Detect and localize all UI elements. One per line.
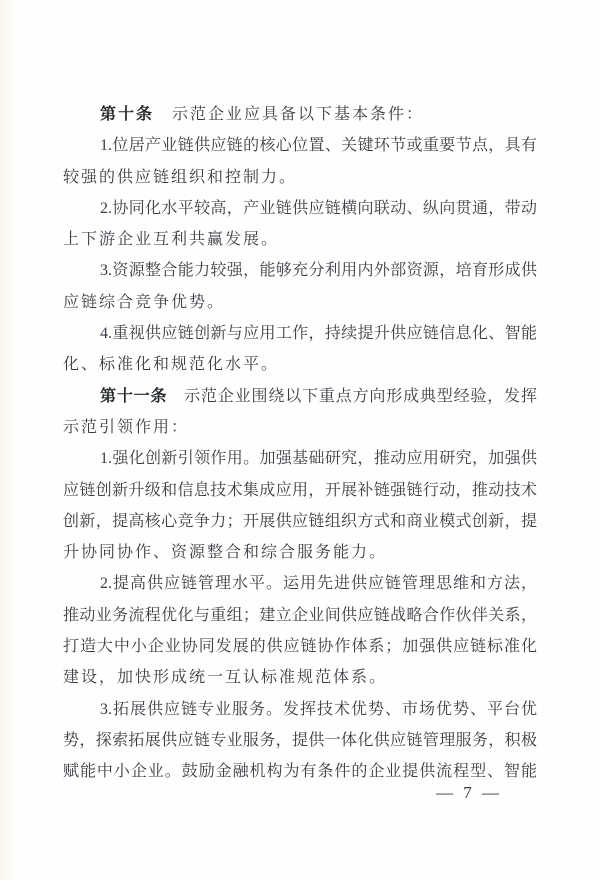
document-body [63,99,537,788]
line-text: 2.提高供应链管理水平。运用先进供应链管理思维和方法， [100,575,537,593]
line-text: 示范企业围绕以下重点方向形成典型经验，发挥 [167,387,537,405]
line-text: 化、标准化和规范化水平。 [63,356,280,374]
line-text: 建设，加快形成统一互认标准规范体系。 [63,669,388,687]
article-heading: 第十条 [100,106,155,123]
document-line [63,662,537,693]
document-line [63,162,537,193]
line-text: 升协同协作、资源整合和综合服务能力。 [63,544,388,562]
document-line [63,412,537,443]
page-number: — 7 — [436,783,502,802]
document-line [63,318,537,349]
line-text: 打造大中小企业协同发展的供应链协作体系；加强供应链标准化 [63,638,537,656]
document-line [63,694,537,725]
line-text: 1.强化创新引领作用。加强基础研究，推动应用研究，加强供 [100,450,537,468]
document-line [63,443,537,474]
document-line [63,475,537,506]
document-line [63,349,537,380]
line-text: 2.协同化水平较高，产业链供应链横向联动、纵向贯通，带动 [100,199,537,217]
scan-edge-tint [0,0,14,880]
document-line [63,537,537,568]
article-heading: 第十一条 [100,387,168,405]
line-text: 示范企业应具备以下基本条件： [154,106,425,123]
line-text: 4.重视供应链创新与应用工作，持续提升供应链信息化、智能 [100,325,537,343]
document-line [63,130,537,161]
line-text: 1.位居产业链供应链的核心位置、关键环节或重要节点，具有 [100,137,537,155]
document-line [63,725,537,756]
line-text: 上下游企业互利共赢发展。 [63,231,280,249]
document-line [63,568,537,599]
line-text: 赋能中小企业。鼓励金融机构为有条件的企业提供流程型、智能 [63,763,537,781]
line-text: 应链创新升级和信息技术集成应用，开展补链强链行动，推动技术 [63,481,537,499]
document-line [63,600,537,631]
document-line [63,99,537,130]
document-line [63,631,537,662]
document-line [63,255,537,286]
document-line [63,381,537,412]
line-text: 较强的供应链组织和控制力。 [63,168,298,186]
document-line [63,224,537,255]
document-line [63,506,537,537]
document-line [63,287,537,318]
line-text: 3.资源整合能力较强，能够充分利用内外部资源，培育形成供 [100,262,537,280]
line-text: 创新，提高核心竞争力；开展供应链组织方式和商业模式创新，提 [63,512,537,530]
line-text: 势，探索拓展供应链专业服务，提供一体化供应链管理服务，积极 [63,731,537,749]
line-text: 应链综合竞争优势。 [63,293,226,311]
document-line [63,193,537,224]
line-text: 推动业务流程优化与重组；建立企业间供应链战略合作伙伴关系， [63,606,537,624]
line-text: 示范引领作用： [63,418,190,436]
line-text: 3.拓展供应链专业服务。发挥技术优势、市场优势、平台优 [100,700,537,718]
